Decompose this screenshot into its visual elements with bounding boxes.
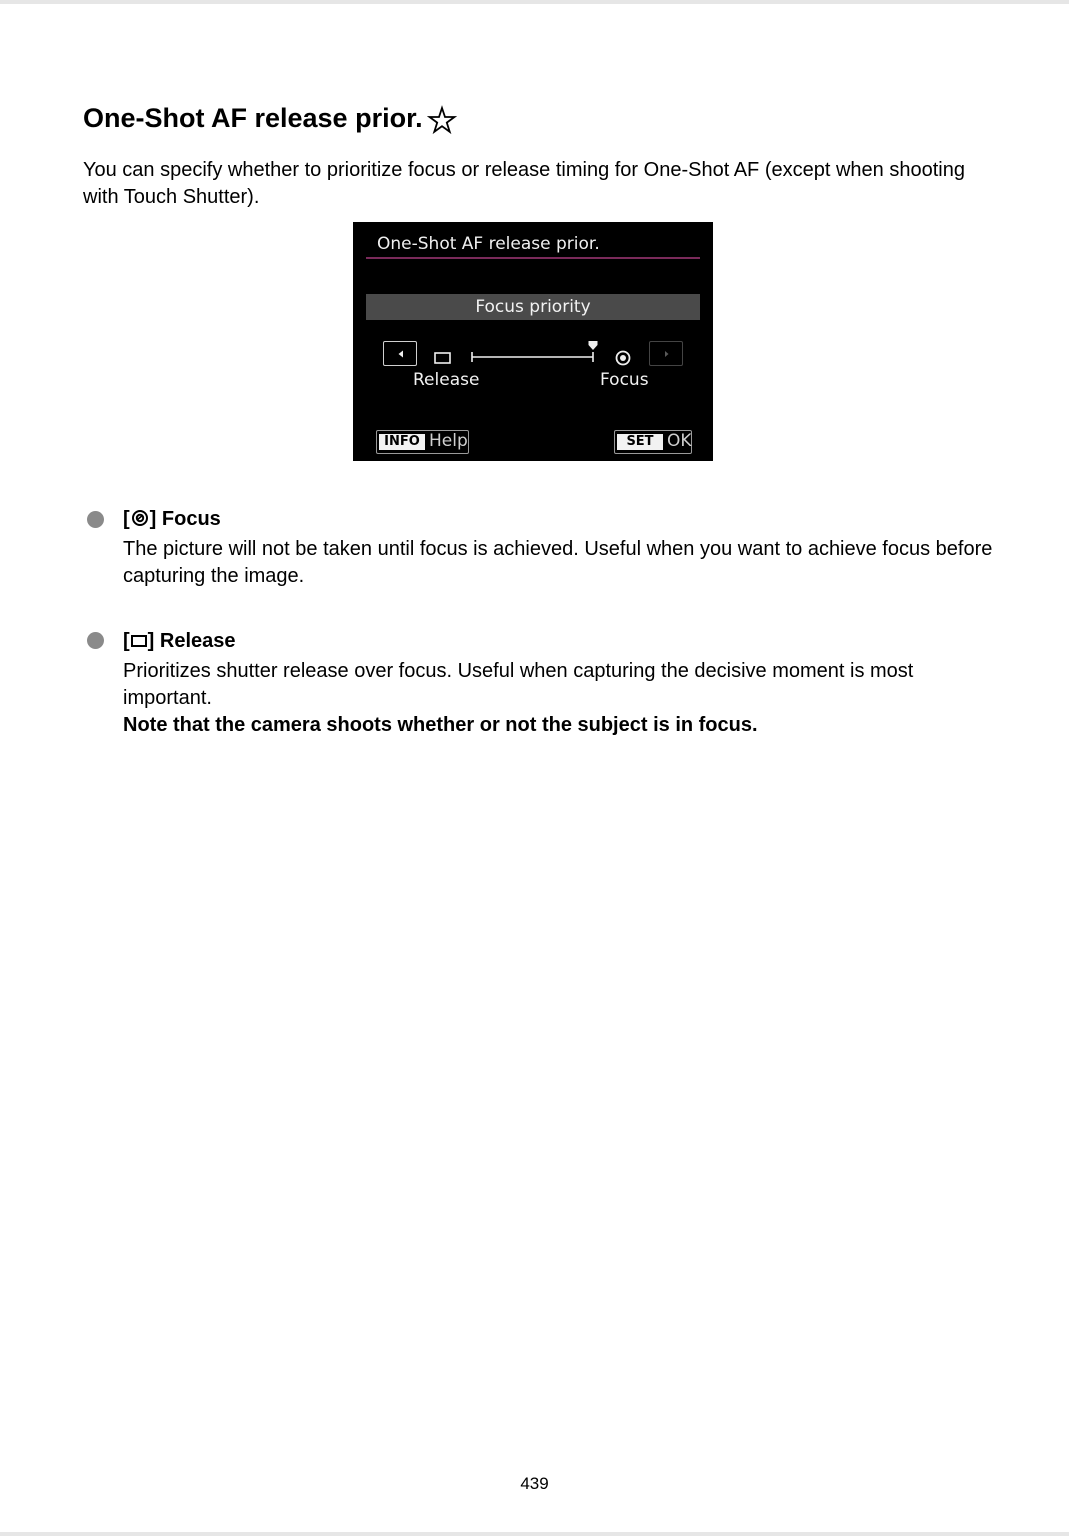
- bullet-title-release: [ ] Release: [123, 628, 236, 657]
- selected-value-bar: Focus priority: [366, 294, 700, 320]
- ok-button[interactable]: [614, 430, 692, 454]
- star-outline-icon: [427, 105, 457, 135]
- bullet-note-release: Note that the camera shoots whether or not the subject is in focus.: [123, 714, 758, 736]
- page-title: [83, 100, 457, 136]
- release-rectangle-icon: [435, 353, 450, 363]
- page-title-text: One-Shot AF release prior.: [83, 103, 423, 133]
- focus-label: Focus: [600, 370, 649, 390]
- bullet-label-release: Release: [159, 630, 236, 652]
- bullet-body-focus: The picture will not be taken until focus is achieved. Useful when you want to achieve focus before capturing the image.: [123, 538, 993, 587]
- help-button[interactable]: [376, 430, 469, 454]
- set-key-badge: SET: [617, 434, 663, 450]
- bullet-body-release-wrapper: [123, 658, 1003, 739]
- release-label: Release: [413, 370, 480, 390]
- focus-circle-icon: [130, 508, 150, 535]
- ok-label: OK: [667, 431, 692, 451]
- page-top-edge: [0, 0, 1069, 4]
- bullet-title-focus: [ ] Focus: [123, 506, 221, 535]
- bullet-marker: [87, 632, 104, 649]
- help-label: Help: [429, 431, 468, 451]
- slider-right-button[interactable]: [649, 341, 683, 366]
- camera-screen: [353, 222, 713, 461]
- slider-marker[interactable]: [589, 341, 598, 350]
- release-rectangle-icon: [130, 630, 148, 657]
- page-number: 439: [520, 1474, 549, 1493]
- bullet-body-release: Prioritizes shutter release over focus. Useful when capturing the decisive moment is most important.: [123, 660, 914, 709]
- camera-screen-title: One-Shot AF release prior.: [377, 234, 600, 254]
- chevron-right-icon: [650, 342, 684, 367]
- page-bottom-edge: [0, 1532, 1069, 1536]
- bullet-marker: [87, 511, 104, 528]
- info-key-badge: INFO: [379, 434, 425, 450]
- bullet-label-focus: Focus: [161, 508, 221, 530]
- focus-circle-icon: [617, 352, 630, 365]
- intro-paragraph: You can specify whether to prioritize focus or release timing for One-Shot AF (except when shooting with Touch Shutter).: [83, 159, 965, 208]
